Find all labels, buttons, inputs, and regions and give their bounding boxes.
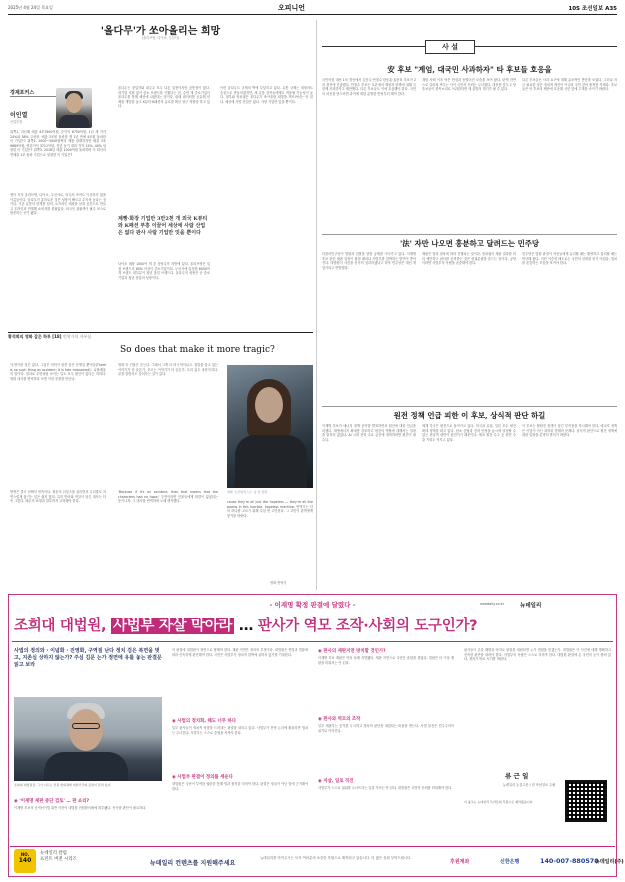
column-body-3: 올다무는 창업자와 대주주 모두 다른 업종이지만 공통점이 많다. 대기업 지원 없이 중소 브랜드를 키웠다는 점, 수만 개 중소기업이 올다무를 통해 세상에 나왔다는 점이다. 판매 데이터를 공유해 신제품 개발을 돕고 K뷰티·K패션의 글로벌 확산 창구 역할을 하고 있다. (118, 86, 210, 109)
movie-author: 영화 번역가 (270, 581, 287, 585)
column-title: '올다무'가 쏘아올리는 희망 (100, 26, 221, 37)
ad-subhead: ◉ '이재명 재판 중단 검토' … 판 쇼리? (14, 799, 90, 804)
editorial-tag: 사 설 (425, 40, 475, 54)
movie-body-4: 'Because if it's an accident, then that means that the characters had no hope.' 우연이라면 인물들에게 희망이 없었다는 뜻이니까. 그 대사를 번역하며 오래 생각했다. (118, 490, 218, 504)
ad-body: 이재명 후보의 공직선거법 위반 사건이 대법원 전원합의체에 회부됐다. 신속한 판단이 필요하다. (14, 806, 147, 810)
ad-photo (14, 697, 162, 781)
ad-headline (14, 614, 477, 635)
ad-body: 판사들이 온갖 궤변과 억지로 판결을 내린다면 누가 법원을 믿겠는가. 대법원은 이 사건에 대해 명확하고 신속한 판단을 내려야 한다. 사법부의 독립은 스스로 지켜야 한다. 대법원 판결에 온 국민의 눈이 쏠려 있다. 정의가 바로 서기를 바란다. (464, 648, 611, 662)
author-photo (56, 88, 92, 128)
editorial-2-body-3: 민주당은 법원 판결이 자신들에게 유리할 때는 환영하고 불리할 때는 비난해 왔다. 이런 이중적 태도로는 국민의 신뢰를 얻기 어렵다. 법치를 존중하는 모습을 보여야 한다. (522, 252, 617, 266)
ad-bank-label: 후원계좌 (450, 859, 470, 865)
movie-body-2: 번역은 결국 선택의 연속이다. 원문의 뉘앙스를 살리면서 우리말로 자연스럽게 옮기는 일은 쉽지 않다. 특히 반어와 역설이 담긴 대사는 더욱 그렇다. 배우의 표정과 말투까지 고려해야 한다. (10, 490, 106, 504)
ad-body: 일부 재판부는 증거를 무시하고 정치적 판단을 내렸다는 비판을 받는다. 사법 불신은 민주주의의 위기로 이어진다. (318, 724, 454, 733)
ad-author-name: 류 근 일 (505, 772, 529, 780)
movie-label-sub: 번역가의 자부심 (62, 334, 92, 339)
footer-series-line1: 뉴데일리 칼럼 (40, 851, 67, 856)
ad-headline-post: 판사가 역모 조작·사회의 도구인가? (257, 618, 478, 634)
column-subtitle: (올리브영, 다이소, 무신사) (141, 36, 180, 40)
column-body-2: 셋이 각각 올리브영, 다이소, 무신사로, 어디서 쓰여도 이상하지 않을 이름들이다. 올다무가 흥미로운 것은 성장이 빠르고 수익성 높다는 점이다. 기존 유통의 한계를 넘어, 오프라인 매장을 문화 공간으로 만들고 온라인과 연계해 소비자를 붙잡았다. 외국인 관광객이 필수 코스로 방문하는 곳이 됐다. (10, 193, 106, 216)
ad-account-holder: 뉴데일리(주) (595, 859, 624, 865)
column-body-5: 이런 올다무도 규제의 벽에 부딪히고 있다. 유통 규제는 대형마트 중심으로 만들어졌지만, 새 유통 강자들에게도 적용될 가능성이 높다. 정부와 정치권은 올다무가 쏘아올린 희망을 꺼뜨려서는 안 된다. 세상에 사양 산업은 없다. 사양 기업만 있을 뿐이다. (220, 86, 313, 104)
column-divider (316, 20, 317, 590)
photo-face (66, 93, 82, 113)
page-header (8, 3, 617, 15)
series-number-badge (14, 849, 36, 873)
ad-subhead: ◉ 자살, 일로 직진 (318, 779, 354, 784)
movie-body-5: cause they're all just like hopeless — they're all like pawns in this horrible, hopeless machine. 번역가는 단어 하나를 고르기 위해 수십 번 고민한다. 그 고민이 관객에게 닿기를 바란다. (227, 500, 313, 518)
ad-author-role: 뉴데일리 논설고문 / 전 조선일보 주필 (502, 783, 556, 787)
ad-footer-series (40, 851, 77, 863)
editorial-2-body-2: 재판은 법과 절차에 따라 진행되는 것이다. 정치권이 재판 결과를 미리 예단하고 판사를 공격하는 것은 삼권분립을 흔드는 일이다. 공당이라면 사법부의 독립을 존중해야 한다. (422, 252, 516, 266)
pull-quote: 제빵·화장 기업만 3만2천 개 외국 K뷰티와 K패션 부흥 이끌어 세상에 사람 산업은 없다 판사 사람 기업만 잇을 뿐이다 (118, 216, 208, 236)
section-title: 오피니언 (278, 3, 306, 12)
editorial-3-body-3: 이 후보는 탈원전 정책이 남긴 부작용을 직시해야 한다. 에너지 정책은 이념이 아닌 과학과 경제의 문제다. 상식적 판단으로 원전 정책에 대한 입장을 분명히 밝히기 바란다. (522, 424, 617, 438)
photo-suit (44, 752, 128, 781)
footer-series-line2: 프린트 버전 시리즈 (40, 857, 77, 862)
ad-bank-name: 신한은행 (500, 859, 520, 865)
ad-rule (12, 641, 613, 642)
movie-label-num: [18] (52, 334, 62, 339)
editorial-1-body-3: 다른 후보들은 사과 요구에 대해 유보적인 반응을 보였다. 그러나 지금 필요한 것은 정치적 계산이 아니라 국민 앞의 솔직한 자세다. 후보들은 안 후보의 제안에 호응해 국민 앞에 고개를 숙이기 바란다. (522, 78, 617, 92)
ad-subhead: ◉ 판사와 역모의 조작 (318, 717, 361, 722)
ad-photo-caption: 조희대 대법원장. 그가 이끄는 전원 합의체에 대한민국의 운명이 달려 있다. (14, 783, 112, 787)
issue-date: 2025년 4월 24일 목요일 (8, 5, 53, 10)
photo-face (255, 387, 283, 423)
photo-glasses (72, 723, 100, 729)
movie-label: 황석희의 영화 같은 하루 (8, 334, 51, 339)
ad-note: 이 광고는 뉴데일리 독자들의 후원으로 제작됐습니다. (464, 800, 534, 804)
qr-code-icon[interactable] (565, 780, 607, 822)
ad-headline-dots: … (238, 618, 254, 634)
series-no-value: 140 (18, 857, 32, 864)
ad-subhead: ◉ 사법의 정치화, 해도 너무 하다 (172, 719, 237, 724)
ad-url: newdaily.co.kr (480, 602, 505, 606)
ad-kicker: - 이재명 확정 판결에 달렸다 - (269, 601, 356, 609)
movie-body-1: '우연이란 것은 없다. 그것은 미덕이 잘못 붙은 운명일 뿐이다(There is no such thing as accident; it is fate misnamed)'. 나폴레옹의 말이다. 결과로 우연처럼 보이는 일도 모두 원인이 있다는 의미다. 영화 대사를 번역하다 보면 이런 문장을 만난다. (10, 363, 106, 381)
editorial-1-body-2: 계엄 사태 이후 당은 민심과 동떨어진 모습을 보여 왔다. 탄핵 찬반으로 갈라져 싸우는 사이 국민의 신뢰는 무너졌다. 대선을 앞두고 당 후보들이 한목소리로 사과한다면 새 출발의 계기가 될 수 있다. (422, 78, 516, 92)
editorial-2-body-1: 더불어민주당이 법원과 검찰을 향한 공세를 이어가고 있다. 이재명 후보 관련 재판 일정이 잡힐 때마다 사법부를 압박하는 발언이 쏟아진다. 대법원이 사건을 신속히 심리하겠다고 하자 민주당은 대선 개입이라고 반발했다. (322, 252, 416, 270)
column-body-4: 다이소 매장 1500여 개 중 상당수가 지방에 있다. 올리브영은 입점 브랜드의 80% 이상이 중소기업이다. 무신사에 입점한 8000여 개 브랜드 대부분이 청년 창업 브랜드다. 올다무의 성장은 곧 중소기업과 청년 창업의 성장이다. (118, 262, 210, 280)
ad-body: 이 판결에 대법원이 정면으로 답해야 한다. 재판 지연은 정의의 부정이다. 대법원은 헌법과 법률에 따라 신속하게 판단해야 한다. 국민은 사법부가 정치적 압박에 굴하지 않기를 기대한다. (172, 648, 308, 657)
editorial-1-headline: 安 후보 "계엄, 대국민 사과하자" 타 후보들 호응을 (387, 65, 552, 74)
ad-footer-note: 뉴데일리를 아끼주시는 독자 여러분의 소중한 후원으로 제작되고 있습니다. 더 많은 응원 부탁드립니다. (260, 856, 412, 860)
ad-body: 일부 판사들이 정치적 성향을 드러내는 판결을 내리고 있다. 사법부가 진영 논리에 휘둘리면 법치는 무너진다. 사법부는 스스로 중립을 지켜야 한다. (172, 726, 308, 735)
ad-body: 대법원은 국민이 부여한 권한을 통해 법과 원칙을 지켜야 한다. 판결은 정치가 아닌 법에 근거해야 한다. (172, 782, 308, 791)
ad-body: 사법부가 스스로 권위를 무너뜨리는 길을 가서는 안 된다. 대법원은 국민의 신뢰를 회복해야 한다. (318, 786, 453, 790)
editorial-2-headline: '法' 자만 나오면 흥분하고 달려드는 민주당 (399, 239, 539, 248)
ad-headline-pre: 조희대 대법원, (14, 618, 107, 634)
movie-body-3: 영화 속 인물은 묻는다. 그래서 그게 더 비극적이냐고. 결말을 알고 있는 이야기가 더 슬픈가, 모르는 이야기가 더 슬픈가. 우리 삶도 마찬가지다. 끝을 알면서도 걸어가는 길이 있다. (118, 363, 218, 377)
ad-body: 이재명 후보 재판은 여러 차례 지연됐다. 재판 지연으로 국민은 혼란을 겪었다. 법원은 더 이상 재판을 미뤄서는 안 된다. (318, 656, 454, 665)
editorial-3-body-1: 이재명 후보가 에너지 정책 공약을 발표하면서 원전에 대한 언급을 피했다. 재생에너지 확대만 강조하고 원전의 역할에 대해서는 입장을 밝히지 않았다. AI 시대 전력 수요 급증에 대비하려면 원전이 필수다. (322, 424, 416, 442)
photo-suit (59, 115, 89, 128)
author-name: 이인열 (10, 112, 28, 119)
editorial-3-headline: 원전 정책 언급 피한 이 후보, 상식적 판단 하길 (393, 411, 546, 420)
ad-subhead: ◉ 판사의 재판지연 방치할 것인가? (318, 649, 386, 654)
page-number: 10S 조선일보 A35 (568, 6, 617, 12)
movie-photo-caption: 영화 '브루탈리스트' 중 한 장면 (227, 490, 268, 494)
editorial-separator (322, 406, 617, 407)
ad-subhead: ◉ 사법부 판결이 정의를 세운다 (172, 775, 233, 780)
series-no-label: NO. (20, 852, 30, 857)
author-role: 산업부장 (10, 120, 23, 124)
ad-footer-cta: 뉴데일리 컨텐츠를 지원해주세요 (150, 860, 236, 867)
ad-headline-highlight: 사법부 자살 막아라 (112, 618, 233, 634)
ad-account-number: 140-007-880570 (540, 857, 599, 865)
photo-face (69, 709, 103, 751)
editorial-1-body-1: 국민의힘 대선 1차 경선에서 김문수·안철수·한동훈·홍준표 후보가 2차 경선에 진출했다. 안철수 후보는 토론에서 계엄과 탄핵에 대해 국민께 사과하자고 제안했다. 다른 후보들도 이에 호응해야 한다. 국민의 마음을 얻으려면 과거에 대한 분명한 반성부터 해야 한다. (322, 78, 416, 96)
movie-headline: So does that make it more tragic? (120, 345, 275, 355)
column-category: 경제포커스 (10, 90, 35, 96)
movie-still-photo (227, 365, 313, 488)
ad-lead-box: 사법의 정의와 · 이념화 · 진영화, 구역질 난다 정치 검은 복면을 벗고, 지존심 상하지 않는가? 주심 김문 는가 정면에 유를 놓는 판결문 읽고 보라 (14, 648, 162, 668)
ad-brand-logo: 뉴데일리 (520, 603, 542, 609)
category-rule (10, 96, 60, 97)
column-body-1: 위쪽1, 지난해 매출 4조7900억원, 순이익 6700억원. 1년 새 각각 24%와 38% 고성장. 매출 3조원 돌파한 게 1년 만에 4조원 돌파한 이 기업은? 위쪽2. 1000~5000원짜리 제품 판매하지만 매출 3조9689억원, 영업이익 3711억원. 전년 동기 대비 각각 15%, 40% 성장한 이 기업은? 위쪽3. 2018년 매출 1000억원 돌파하며 이 회사의 연매출 1조 돌파 기업으로 성장한 이 기업은? (10, 130, 106, 157)
editorial-3-body-2: 세계 각국은 원전으로 돌아가고 있다. 미국과 유럽, 일본 모두 원전 확대 정책을 펴고 있다. 탄소 중립과 전력 안정을 동시에 달성할 수 있는 현실적 대안이 원전이기 때문이다. 체코 원전 수주 등 원전 수출 기회도 커지고 있다. (422, 424, 516, 442)
editorial-separator (322, 234, 617, 235)
photo-body (235, 435, 307, 488)
movie-column-label (8, 334, 91, 340)
